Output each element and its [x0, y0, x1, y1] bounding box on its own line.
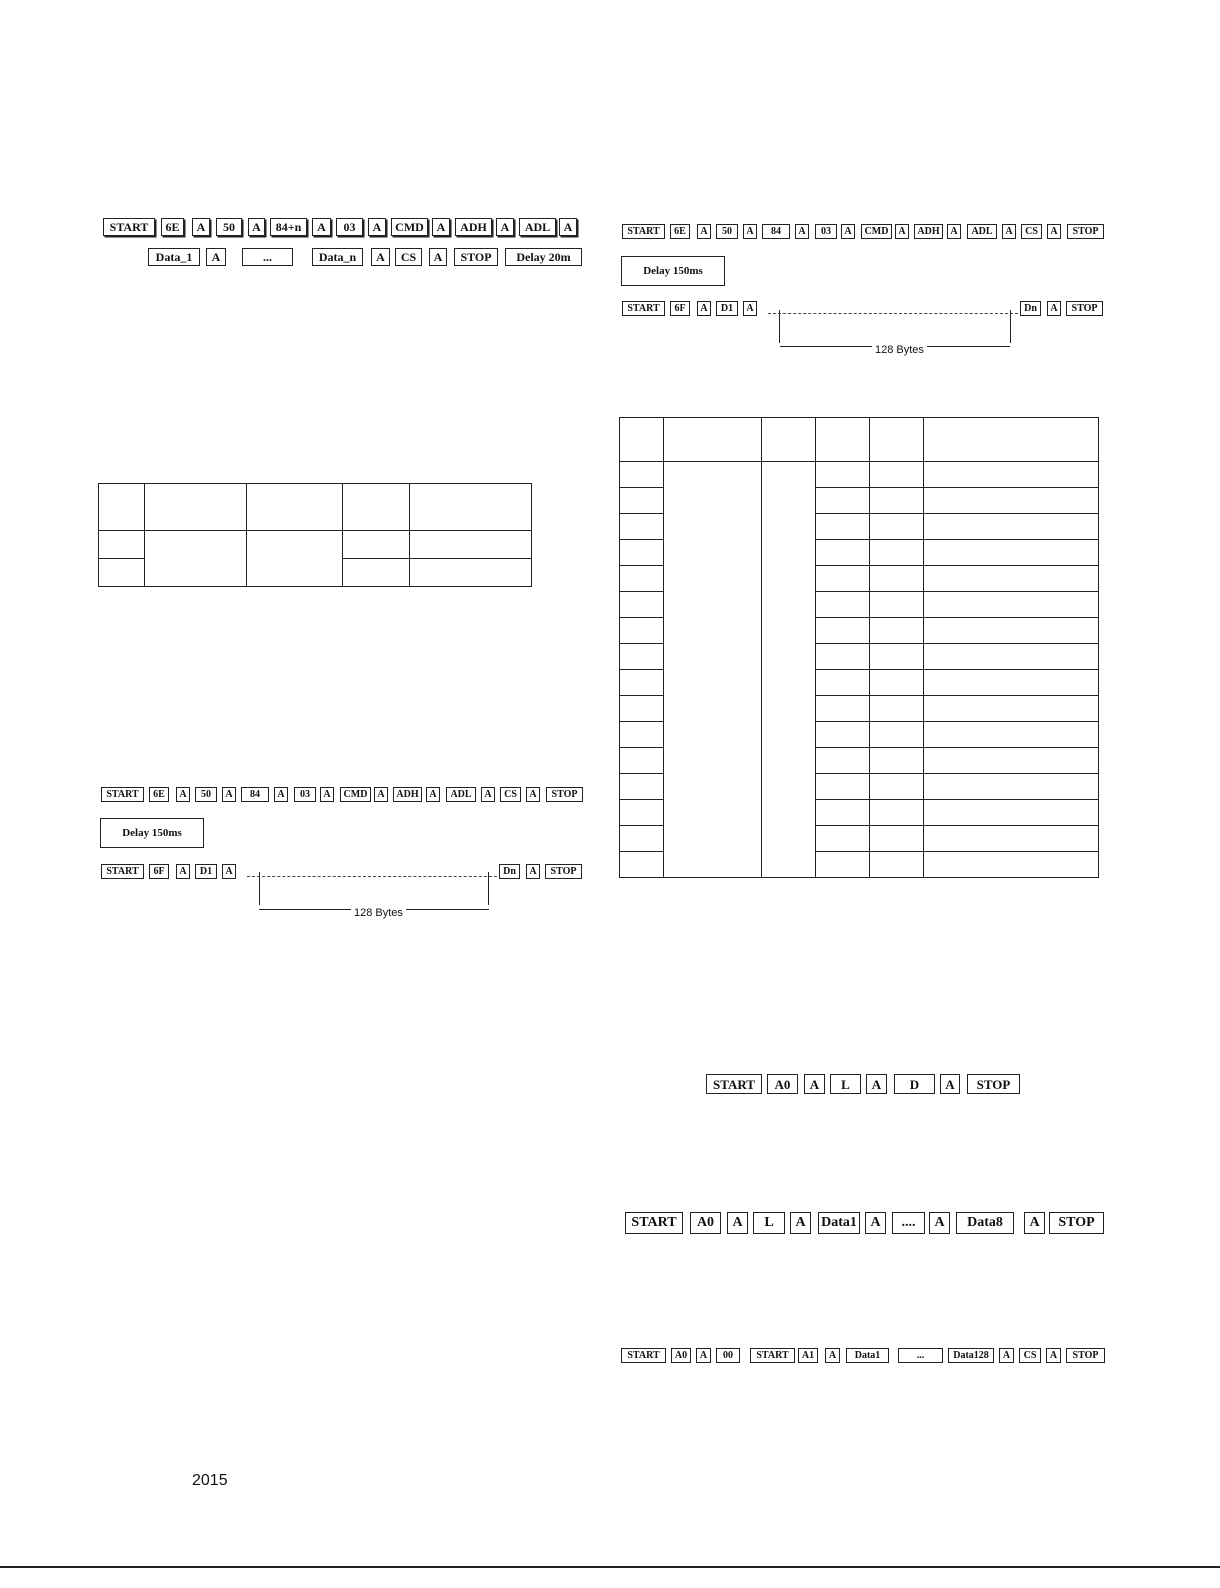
sequence-cell: A0 — [671, 1348, 691, 1363]
bytes-label-right: 128 Bytes — [872, 344, 927, 356]
sequence-cell: A — [176, 787, 190, 802]
sequence-cell: A — [206, 248, 226, 266]
sequence-cell: A — [743, 224, 757, 239]
sequence-cell: Delay 20m — [505, 248, 582, 266]
sequence-cell: START — [622, 224, 665, 239]
sequence-cell: A — [1002, 224, 1016, 239]
sequence-cell: Dn — [1020, 301, 1041, 316]
sequence-cell: A — [222, 864, 236, 879]
sequence-cell: A — [895, 224, 909, 239]
sequence-cell: A — [1046, 1348, 1061, 1363]
sequence-cell: A — [804, 1074, 825, 1094]
sequence-cell: L — [753, 1212, 785, 1234]
bottom-rule — [0, 1566, 1220, 1568]
sequence-cell: Data_1 — [148, 248, 200, 266]
dotted-span-right — [768, 313, 1018, 314]
sequence-cell: ... — [242, 248, 293, 266]
sequence-cell: A — [274, 787, 288, 802]
sequence-cell: A — [866, 1074, 887, 1094]
sequence-cell: 50 — [716, 224, 738, 239]
sequence-cell: A — [368, 218, 386, 236]
span-tick-left-right — [779, 310, 780, 343]
sequence-cell: A — [248, 218, 265, 236]
dotted-span — [247, 876, 497, 877]
sequence-cell: A — [429, 248, 447, 266]
delay-box: Delay 150ms — [100, 818, 204, 848]
left-table — [98, 483, 532, 587]
sequence-cell: CMD — [861, 224, 892, 239]
sequence-cell: Data1 — [818, 1212, 860, 1234]
sequence-cell: ADH — [393, 787, 422, 802]
sequence-cell: A — [947, 224, 961, 239]
sequence-cell: STOP — [1066, 301, 1103, 316]
sequence-cell: Dn — [499, 864, 520, 879]
span-tick-right-right — [1010, 310, 1011, 343]
sequence-cell: A — [496, 218, 514, 236]
sequence-cell: Data_n — [312, 248, 363, 266]
sequence-cell: STOP — [454, 248, 498, 266]
sequence-cell: A — [192, 218, 210, 236]
sequence-cell: 6E — [149, 787, 169, 802]
sequence-cell: A — [940, 1074, 960, 1094]
sequence-cell: A — [790, 1212, 811, 1234]
sequence-cell: A — [432, 218, 450, 236]
sequence-cell: 84+n — [270, 218, 307, 236]
sequence-cell: CS — [500, 787, 521, 802]
sequence-cell: D1 — [195, 864, 217, 879]
sequence-cell: 84 — [762, 224, 790, 239]
sequence-cell: START — [621, 1348, 666, 1363]
sequence-cell: STOP — [967, 1074, 1020, 1094]
sequence-cell: CMD — [391, 218, 428, 236]
sequence-cell: A — [1047, 224, 1061, 239]
sequence-cell: A0 — [767, 1074, 798, 1094]
sequence-cell: A — [865, 1212, 886, 1234]
sequence-cell: A — [374, 787, 388, 802]
sequence-cell: A — [727, 1212, 748, 1234]
sequence-cell: A — [1047, 301, 1061, 316]
sequence-cell: A — [795, 224, 809, 239]
sequence-cell: ADL — [446, 787, 476, 802]
sequence-cell: 50 — [195, 787, 217, 802]
sequence-cell: 6F — [670, 301, 690, 316]
span-tick-right — [488, 872, 489, 905]
sequence-cell: START — [622, 301, 665, 316]
sequence-cell: Data128 — [948, 1348, 994, 1363]
sequence-cell: 6F — [149, 864, 169, 879]
sequence-cell: STOP — [545, 864, 582, 879]
sequence-cell: A — [526, 787, 540, 802]
sequence-cell: A — [371, 248, 390, 266]
sequence-cell: .... — [892, 1212, 925, 1234]
sequence-cell: A — [697, 301, 711, 316]
sequence-cell: ADH — [914, 224, 943, 239]
sequence-cell: A — [999, 1348, 1014, 1363]
sequence-cell: 03 — [815, 224, 837, 239]
sequence-cell: A — [841, 224, 855, 239]
span-tick-left — [259, 872, 260, 905]
sequence-cell: CS — [1021, 224, 1042, 239]
sequence-cell: D1 — [716, 301, 738, 316]
sequence-cell: A — [1024, 1212, 1045, 1234]
sequence-cell: L — [830, 1074, 861, 1094]
sequence-cell: A — [312, 218, 331, 236]
sequence-cell: 03 — [336, 218, 363, 236]
sequence-cell: CMD — [340, 787, 371, 802]
sequence-cell: STOP — [1067, 224, 1104, 239]
delay-box-right: Delay 150ms — [621, 256, 725, 286]
sequence-cell: A — [320, 787, 334, 802]
sequence-cell: A — [176, 864, 190, 879]
sequence-cell: A — [929, 1212, 950, 1234]
sequence-cell: ADL — [967, 224, 997, 239]
sequence-cell: STOP — [546, 787, 583, 802]
sequence-cell: START — [706, 1074, 762, 1094]
footer-year: 2015 — [192, 1472, 228, 1489]
bytes-label: 128 Bytes — [351, 907, 406, 919]
sequence-cell: CS — [1019, 1348, 1041, 1363]
sequence-cell: A — [526, 864, 540, 879]
sequence-cell: START — [103, 218, 155, 236]
sequence-cell: START — [750, 1348, 795, 1363]
sequence-cell: ADL — [519, 218, 556, 236]
sequence-cell: A1 — [798, 1348, 818, 1363]
sequence-cell: CS — [395, 248, 422, 266]
sequence-cell: 00 — [716, 1348, 740, 1363]
table-row — [620, 462, 1099, 488]
sequence-cell: A0 — [690, 1212, 721, 1234]
sequence-cell: A — [825, 1348, 840, 1363]
sequence-cell: 84 — [241, 787, 269, 802]
sequence-cell: 50 — [216, 218, 242, 236]
table-row — [99, 484, 532, 531]
sequence-cell: 03 — [294, 787, 316, 802]
table-row — [620, 418, 1099, 462]
sequence-cell: START — [101, 787, 144, 802]
right-table — [619, 417, 1099, 878]
sequence-cell: A — [559, 218, 577, 236]
sequence-cell: A — [426, 787, 440, 802]
sequence-cell: ADH — [455, 218, 492, 236]
sequence-cell: STOP — [1066, 1348, 1105, 1363]
sequence-cell: A — [222, 787, 236, 802]
sequence-cell: ... — [898, 1348, 943, 1363]
table-row — [99, 531, 532, 559]
sequence-cell: D — [894, 1074, 935, 1094]
sequence-cell: A — [743, 301, 757, 316]
sequence-cell: STOP — [1049, 1212, 1104, 1234]
sequence-cell: 6E — [670, 224, 690, 239]
sequence-cell: A — [697, 224, 711, 239]
sequence-cell: Data1 — [846, 1348, 889, 1363]
sequence-cell: START — [101, 864, 144, 879]
sequence-cell: START — [625, 1212, 683, 1234]
sequence-cell: 6E — [161, 218, 184, 236]
sequence-cell: Data8 — [956, 1212, 1014, 1234]
sequence-cell: A — [481, 787, 495, 802]
sequence-cell: A — [696, 1348, 711, 1363]
